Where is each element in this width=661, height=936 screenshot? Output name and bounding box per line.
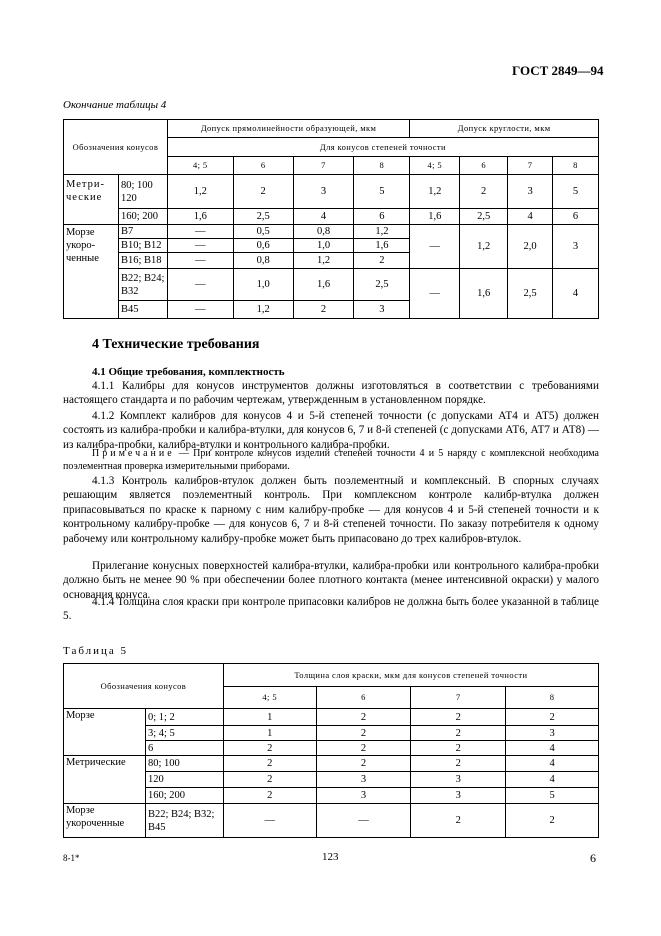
t5-cell: 3 bbox=[506, 726, 599, 741]
t4-cell: 5 bbox=[354, 175, 410, 209]
t5-group-morse: Морзе bbox=[64, 709, 146, 756]
t4-cell: — bbox=[167, 253, 233, 269]
footer-right: 6 bbox=[590, 851, 596, 865]
t4-cell: 2 bbox=[293, 301, 354, 319]
t4-cell: 2,5 bbox=[354, 269, 410, 301]
table5-caption: Таблица 5 bbox=[63, 645, 129, 657]
t5-cell: 2 bbox=[223, 741, 316, 756]
t4-head-straightness: Допуск прямолинейности образующей, мкм bbox=[167, 120, 409, 138]
t5-cell: 2 bbox=[316, 741, 411, 756]
t4-cell: 1,2 bbox=[354, 225, 410, 239]
t4-cell: 2,5 bbox=[508, 269, 553, 319]
t5-degree: 8 bbox=[506, 687, 599, 709]
t4-size: В45 bbox=[118, 301, 167, 319]
t4-cell: 4 bbox=[508, 209, 553, 225]
t4-group-morse-short: Морзе укоро-ченные bbox=[64, 225, 119, 319]
t4-cell: 1,0 bbox=[233, 269, 293, 301]
t5-cell: 2 bbox=[506, 804, 599, 838]
paragraph-4-1-1: 4.1.1 Калибры для конусов инструментов должны изготовляться в соответствии с требованиями настоящего стандарта и по рабочим чертежам, утвержденным в установленном порядке. bbox=[63, 380, 599, 407]
t4-cell: 1,6 bbox=[293, 269, 354, 301]
t4-size: В10; В12 bbox=[118, 239, 167, 253]
t5-cell: 3 bbox=[316, 788, 411, 804]
t5-cell: 4 bbox=[506, 741, 599, 756]
t4-degree: 8 bbox=[553, 157, 599, 175]
t5-cell: 2 bbox=[411, 741, 506, 756]
t5-cell: 2 bbox=[316, 726, 411, 741]
t4-cell: 2 bbox=[354, 253, 410, 269]
subsection-title: 4.1 Общие требования, комплектность bbox=[92, 366, 285, 378]
t5-cell: 2 bbox=[411, 804, 506, 838]
t4-cell: 2 bbox=[233, 175, 293, 209]
t5-size: 3; 4; 5 bbox=[145, 726, 223, 741]
t5-size: 0; 1; 2 bbox=[145, 709, 223, 726]
t4-cell: — bbox=[167, 239, 233, 253]
t5-cell: 1 bbox=[223, 726, 316, 741]
t5-cell: 2 bbox=[411, 709, 506, 726]
t4-cell: — bbox=[410, 269, 460, 319]
t5-cell: — bbox=[223, 804, 316, 838]
t5-cell: 2 bbox=[223, 772, 316, 788]
t4-cell: 1,2 bbox=[460, 225, 508, 269]
t4-cell: 6 bbox=[354, 209, 410, 225]
t5-cell: 5 bbox=[506, 788, 599, 804]
t4-cell: 3 bbox=[293, 175, 354, 209]
t4-group-metric: Метри-ческие bbox=[64, 175, 119, 225]
table5 bbox=[63, 663, 599, 838]
t5-cell: — bbox=[316, 804, 411, 838]
footer-left: 8-1* bbox=[63, 853, 80, 863]
t4-degree: 4; 5 bbox=[167, 157, 233, 175]
t5-degree: 6 bbox=[316, 687, 411, 709]
t5-size: 80; 100 bbox=[145, 756, 223, 772]
t5-cell: 4 bbox=[506, 772, 599, 788]
note-label: Примечание bbox=[92, 448, 175, 459]
t4-cell: 0,8 bbox=[293, 225, 354, 239]
t4-size: 80; 100 120 bbox=[118, 175, 167, 209]
table4-caption: Окончание таблицы 4 bbox=[63, 99, 167, 111]
t5-cell: 3 bbox=[411, 772, 506, 788]
section-title: 4 Технические требования bbox=[92, 337, 260, 352]
t5-size: 160; 200 bbox=[145, 788, 223, 804]
t4-degree: 6 bbox=[233, 157, 293, 175]
standard-header: ГОСТ 2849—94 bbox=[512, 63, 604, 78]
t5-cell: 1 bbox=[223, 709, 316, 726]
footer-page-number: 123 bbox=[322, 851, 339, 863]
t5-cell: 2 bbox=[316, 756, 411, 772]
t5-group-metric: Метрические bbox=[64, 756, 146, 804]
t4-degree: 4; 5 bbox=[410, 157, 460, 175]
t5-cell: 4 bbox=[506, 756, 599, 772]
t5-group-morse-short: Морзе укороченные bbox=[64, 804, 146, 838]
t5-size: 6 bbox=[145, 741, 223, 756]
t4-cell: 1,2 bbox=[233, 301, 293, 319]
t4-cell: 0,5 bbox=[233, 225, 293, 239]
t5-degree: 4; 5 bbox=[223, 687, 316, 709]
t4-cell: 5 bbox=[553, 175, 599, 209]
paragraph-4-1-3-cont: Прилегание конусных поверхностей калибра-втулки, калибра-пробки или контрольного калибра-пробки должно быть не менее 90 % при обеспечении более плотного контакта (менее интенсивной окраски) у малого основания конуса. bbox=[63, 560, 599, 601]
t4-cell: 1,6 bbox=[410, 209, 460, 225]
t4-cell: 6 bbox=[553, 209, 599, 225]
t4-cell: 2,5 bbox=[460, 209, 508, 225]
t5-cell: 2 bbox=[506, 709, 599, 726]
t4-cell: 1,6 bbox=[354, 239, 410, 253]
t5-cell: 2 bbox=[411, 726, 506, 741]
t4-cell: — bbox=[410, 225, 460, 269]
t5-size: В22; В24; В32; В45 bbox=[145, 804, 223, 838]
t5-cell: 2 bbox=[223, 788, 316, 804]
t5-degree: 7 bbox=[411, 687, 506, 709]
t4-degree: 7 bbox=[508, 157, 553, 175]
t4-cell: 3 bbox=[553, 225, 599, 269]
note bbox=[63, 447, 599, 473]
t4-cell: 0,6 bbox=[233, 239, 293, 253]
paragraph-4-1-3: 4.1.3 Контроль калибров-втулок должен быть поэлементный и комплексный. В спорных случаях решающим является поэлементный контроль. При комплексном контроле калибр-втулка должен припасовываться по краске к парному с ним калибру-пробке — для конусов 4 и 5-й степеней точности и к контрольному калибру-пробке — для конусов 6, 7 и 8-й степеней точности. По заказу потребителя к одному рабочему или контрольному калибру-пробке может быть припасовано до трех калибров-втулок. bbox=[63, 475, 599, 545]
t4-cell: 3 bbox=[508, 175, 553, 209]
t4-cell: 0,8 bbox=[233, 253, 293, 269]
t4-head-degrees: Для конусов степеней точности bbox=[167, 138, 598, 157]
t4-head-roundness: Допуск круглости, мкм bbox=[410, 120, 599, 138]
t5-cell: 2 bbox=[223, 756, 316, 772]
t4-cell: 1,2 bbox=[293, 253, 354, 269]
t4-cell: — bbox=[167, 225, 233, 239]
note-text: — При контроле конусов изделий степеней точности 4 и 5 наряду с комплексной необходима поэлементная проверка измерительными приборами. bbox=[63, 448, 599, 472]
t4-cell: 1,0 bbox=[293, 239, 354, 253]
t4-cell: 3 bbox=[354, 301, 410, 319]
t4-cell: — bbox=[167, 301, 233, 319]
t4-cell: 4 bbox=[553, 269, 599, 319]
t4-degree: 7 bbox=[293, 157, 354, 175]
paragraph-4-1-4: 4.1.4 Толщина слоя краски при контроле припасовки калибров не должна быть более указанной в таблице 5. bbox=[63, 596, 599, 623]
t5-size: 120 bbox=[145, 772, 223, 788]
t4-size: В22; В24; В32 bbox=[118, 269, 167, 301]
t5-head-designation: Обозначения конусов bbox=[64, 664, 224, 709]
t4-size: 160; 200 bbox=[118, 209, 167, 225]
t4-degree: 8 bbox=[354, 157, 410, 175]
t4-size: В7 bbox=[118, 225, 167, 239]
t4-cell: 1,2 bbox=[410, 175, 460, 209]
t4-cell: 2,0 bbox=[508, 225, 553, 269]
t4-head-designation: Обозначения конусов bbox=[64, 120, 168, 175]
t4-cell: 2 bbox=[460, 175, 508, 209]
t4-cell: 4 bbox=[293, 209, 354, 225]
t4-cell: 1,6 bbox=[460, 269, 508, 319]
paragraph-4-1-2: 4.1.2 Комплект калибров для конусов 4 и 5-й степеней точности (с допусками АТ4 и АТ5) должен состоять из калибра-пробки и калибра-втулки, для конусов 6, 7 и 8-й степеней (с допусками АТ6, АТ7 и АТ8) — из калибра-пробки, калибра-втулки и контрольного калибра-пробки. bbox=[63, 410, 599, 451]
t5-head-thickness: Толщина слоя краски, мкм для конусов степеней точности bbox=[223, 664, 598, 687]
table4 bbox=[63, 119, 599, 319]
t4-cell: — bbox=[167, 269, 233, 301]
t4-cell: 1,6 bbox=[167, 209, 233, 225]
t4-cell: 1,2 bbox=[167, 175, 233, 209]
t5-cell: 3 bbox=[411, 788, 506, 804]
t5-cell: 2 bbox=[316, 709, 411, 726]
t4-degree: 6 bbox=[460, 157, 508, 175]
t5-cell: 2 bbox=[411, 756, 506, 772]
t4-size: В16; В18 bbox=[118, 253, 167, 269]
t4-cell: 2,5 bbox=[233, 209, 293, 225]
t5-cell: 3 bbox=[316, 772, 411, 788]
